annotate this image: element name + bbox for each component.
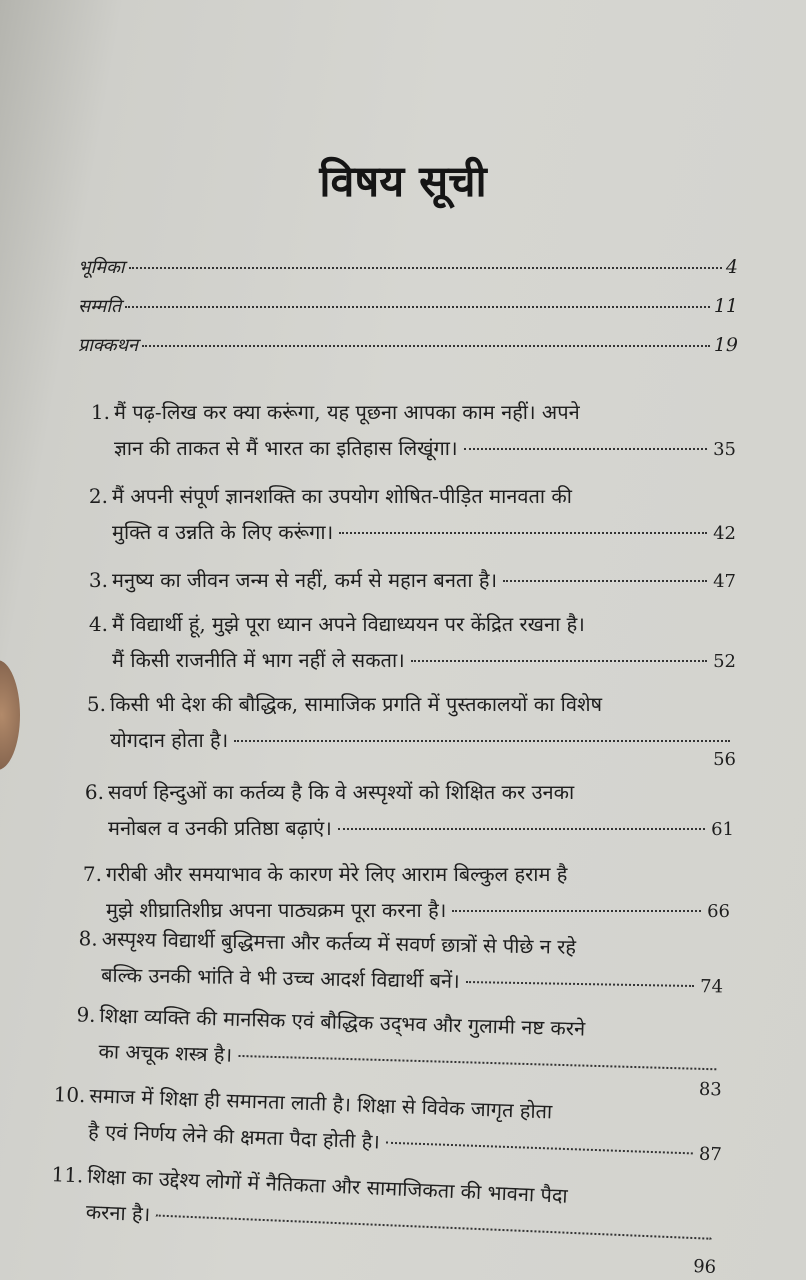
toc-front-item: [78, 294, 738, 326]
entry-title-line1: अस्पृश्य विद्यार्थी बुद्धिमत्ता और कर्तव्य में सवर्ण छात्रों से पीछे न रहे: [101, 926, 577, 959]
entry-number: 2.: [88, 484, 108, 508]
toc-front-item: [78, 255, 738, 287]
entry-number: 6.: [84, 780, 104, 804]
entry-line2: [112, 518, 736, 548]
toc-page-number: 66: [707, 901, 730, 922]
toc-page-number: 52: [713, 651, 736, 672]
toc-entry: [74, 482, 736, 552]
dot-leader: [452, 910, 701, 912]
dot-leader: [411, 660, 707, 662]
toc-front-label: सम्मति: [78, 296, 122, 317]
entry-title-line1: किसी भी देश की बौद्धिक, सामाजिक प्रगति में पुस्तकालयों का विशेष: [110, 692, 603, 716]
toc-front-item: [78, 333, 738, 365]
entry-number: 4.: [88, 612, 108, 636]
entry-line2: [112, 646, 736, 676]
entry-title-line2: मनोबल व उनकी प्रतिष्ठा बढ़ाएं।: [108, 816, 332, 840]
entry-line2: [101, 961, 723, 1002]
toc-page-number: 19: [713, 334, 738, 356]
entry-title-line2: मैं किसी राजनीति में भाग नहीं ले सकता।: [112, 648, 405, 672]
entry-title-line1: गरीबी और समयाभाव के कारण मेरे लिए आराम बिल्कुल हराम है: [106, 862, 568, 886]
dot-leader: [464, 448, 708, 450]
dot-leader: [129, 267, 722, 269]
entry-title-line2: मुझे शीघ्रातिशीघ्र अपना पाठ्यक्रम पूरा करना है।: [106, 898, 447, 922]
entry-title-line2: योगदान होता है।: [110, 728, 229, 752]
dot-leader: [238, 1055, 716, 1070]
toc-entry: [74, 610, 736, 680]
entry-number: 10.: [53, 1082, 86, 1108]
entry-line2: [106, 896, 730, 926]
toc-front-label: भूमिका: [78, 257, 125, 278]
entry-line: [112, 566, 736, 596]
toc-page-number: 74: [699, 976, 724, 998]
toc-page-number: 87: [698, 1143, 723, 1166]
toc-page-number: 11: [713, 295, 738, 317]
entry-line2: [98, 1037, 723, 1082]
entry-title-line1: मैं विद्यार्थी हूं, मुझे पूरा ध्यान अपने विद्याध्ययन पर केंद्रित रखना है।: [112, 612, 585, 636]
toc-page-number: 56: [713, 749, 736, 770]
entry-line2: [108, 814, 734, 844]
toc-page-number: 83: [698, 1078, 723, 1101]
toc-front-label: प्राक्कथन: [78, 335, 139, 356]
entry-line2: [88, 1117, 723, 1169]
toc-entry: [76, 398, 736, 468]
dot-leader: [142, 345, 710, 347]
dot-leader: [234, 740, 730, 742]
entry-title-line1: मैं अपनी संपूर्ण ज्ञानशक्ति का उपयोग शोषित-पीड़ित मानवता की: [112, 484, 572, 508]
entry-title-line2: ज्ञान की ताकत से मैं भारत का इतिहास लिखूंगा।: [114, 436, 458, 460]
entry-title-line1: मैं पढ़-लिख कर क्या करूंगा, यह पूछना आपका काम नहीं। अपने: [114, 400, 580, 424]
toc-page-number: 47: [713, 571, 736, 592]
toc-entry: [74, 566, 736, 596]
entry-title-line2: करना है।: [85, 1199, 151, 1227]
entry-number: 8.: [78, 926, 98, 951]
toc-page-number: 61: [711, 819, 734, 840]
dot-leader: [338, 828, 705, 830]
entry-line2: [85, 1198, 718, 1252]
dot-leader: [339, 532, 707, 534]
entry-title-line1: शिक्षा व्यक्ति की मानसिक एवं बौद्धिक उद्‌भव और गुलामी नष्ट करने: [99, 1003, 586, 1041]
entry-number: 7.: [82, 862, 102, 886]
page-title: विषय सूची: [319, 157, 487, 207]
entry-number: 9.: [76, 1002, 96, 1027]
dot-leader: [466, 981, 694, 987]
entry-title-line2: है एवं निर्णय लेने की क्षमता पैदा होती है।: [87, 1119, 381, 1154]
entry-title-line2: बल्कि उनकी भांति वे भी उच्च आदर्श विद्यार्थी बनें।: [100, 962, 460, 993]
toc-entry: [63, 924, 724, 1006]
toc-page-number: 96: [692, 1256, 717, 1278]
toc-page-number: 42: [713, 523, 736, 544]
entry-number: 5.: [86, 692, 106, 716]
toc-page-number: 35: [713, 439, 736, 460]
dot-leader: [503, 580, 707, 582]
entry-title-line1: समाज में शिक्षा ही समानता लाती है। शिक्षा से विवेक जागृत होता: [89, 1083, 553, 1124]
entry-title-line2: का अचूक शस्त्र है।: [98, 1039, 233, 1067]
toc-page-number: 4: [725, 256, 738, 278]
entry-title-line1: मनुष्य का जीवन जन्म से नहीं, कर्म से महान बनता है।: [112, 568, 498, 592]
entry-number: 11.: [51, 1162, 84, 1188]
entry-line2: [110, 726, 736, 754]
entry-title-line2: मुक्ति व उन्नति के लिए करूंगा।: [112, 520, 334, 544]
dot-leader: [386, 1142, 693, 1155]
toc-entry: [70, 778, 734, 848]
toc-entry: [68, 860, 730, 930]
toc-entry: [47, 1160, 720, 1278]
entry-title-line1: सवर्ण हिन्दुओं का कर्तव्य है कि वे अस्पृश्यों को शिक्षित कर उनका: [108, 780, 575, 804]
dot-leader: [125, 306, 710, 308]
entry-number: 3.: [88, 568, 108, 592]
entry-line2: [114, 434, 736, 464]
thumb-shadow: [0, 660, 20, 770]
entry-number: 1.: [90, 400, 110, 424]
entry-title-line1: शिक्षा का उद्देश्य लोगों में नैतिकता और सामाजिकता की भावना पैदा: [86, 1163, 569, 1208]
dot-leader: [156, 1214, 711, 1239]
toc-entry: [72, 690, 736, 770]
